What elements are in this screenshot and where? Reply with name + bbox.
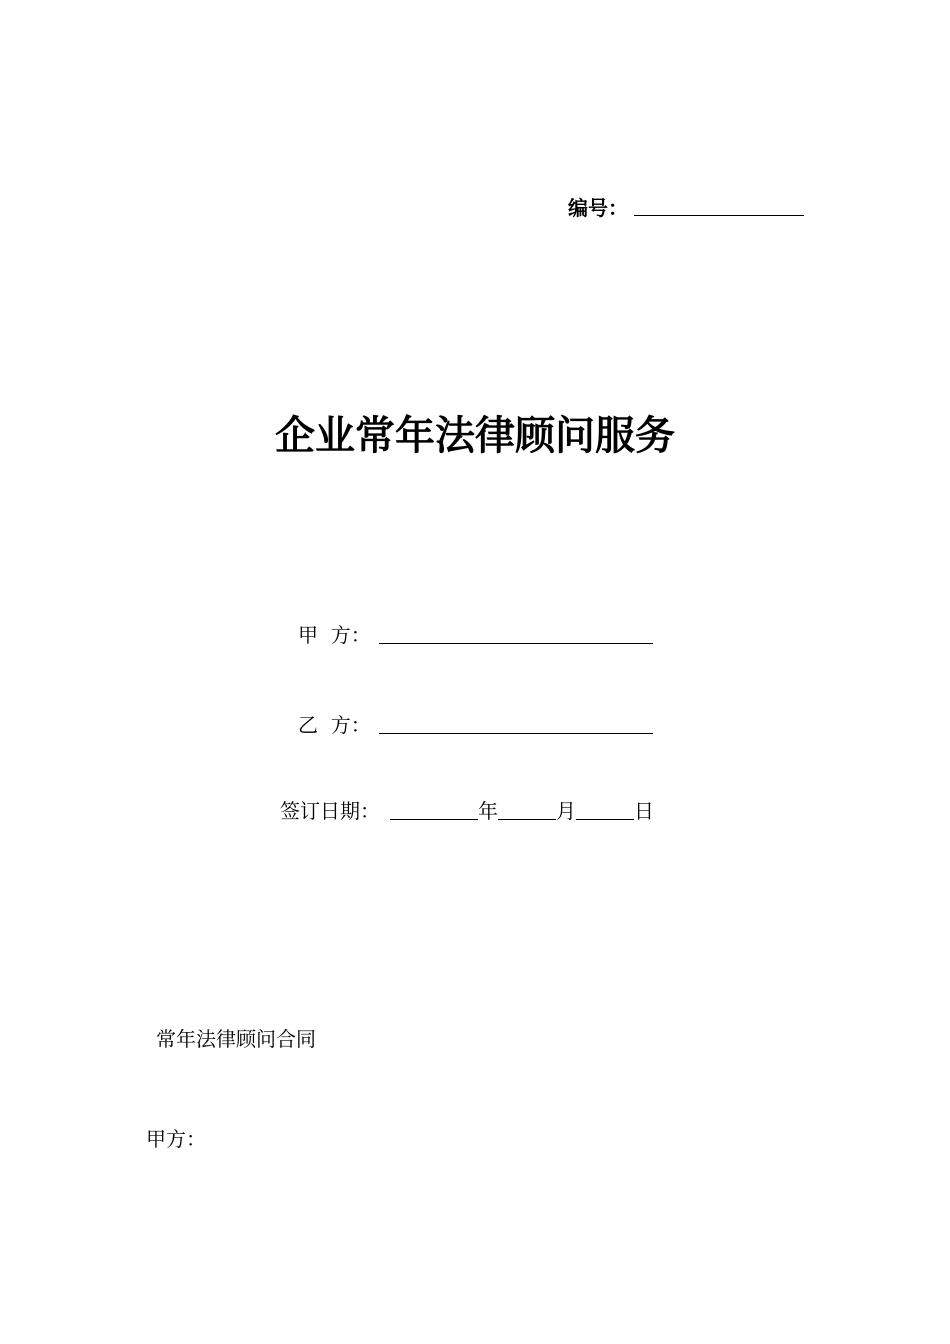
sign-date-day-unit: 日 [634,799,654,823]
party-a-field [298,618,653,648]
document-number [568,190,808,220]
body-party-a-label: 甲方： [146,1127,206,1151]
party-a-blank[interactable] [379,642,653,644]
document-number-label: 编号： [568,196,628,220]
sign-date-month-blank[interactable] [498,818,556,820]
party-b-field [298,708,653,738]
party-b-label: 乙 方： [298,713,371,737]
sign-date-year-blank[interactable] [390,818,478,820]
party-a-label: 甲 方： [298,623,371,647]
sign-date-label: 签订日期： [280,799,380,823]
sign-date-field [280,794,654,824]
contract-heading: 常年法律顾问合同 [156,1027,316,1051]
sign-date-month-unit: 月 [556,799,576,823]
document-number-blank[interactable] [634,214,804,216]
sign-date-year-unit: 年 [478,799,498,823]
sign-date-day-blank[interactable] [576,818,634,820]
page-title: 企业常年法律顾问服务 [275,413,675,459]
party-b-blank[interactable] [379,732,653,734]
